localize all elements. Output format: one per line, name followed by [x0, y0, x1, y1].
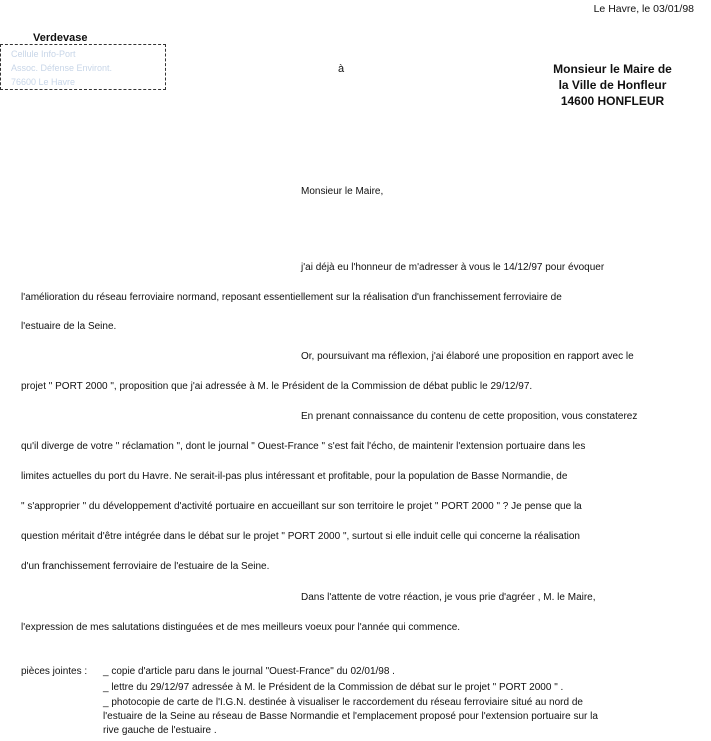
body-line: d'un franchissement ferroviaire de l'estuaire de la Seine.	[21, 561, 270, 572]
body-line: " s'approprier " du développement d'activité portuaire en accueillant sur son territoire le projet " PORT 2000 " ? Je pense que la	[21, 501, 582, 512]
recipient-line: la Ville de Honfleur	[558, 78, 667, 92]
sender-name: Verdevase	[33, 32, 88, 44]
sender-address-line: Assoc. Défense Environt.	[11, 63, 113, 73]
enclosure-line: rive gauche de l'estuaire .	[103, 725, 217, 736]
sender-address-box	[0, 44, 166, 90]
body-line: limites actuelles du port du Havre. Ne serait-il-pas plus intéressant et profitable, pour la population de Basse Normandie, de	[21, 471, 568, 482]
body-line: l'estuaire de la Seine.	[21, 321, 117, 332]
body-line: qu'il diverge de votre " réclamation ", dont le journal " Ouest-France " s'est fait l'écho, de maintenir l'extension portuaire dans les	[21, 441, 586, 452]
salutation: Monsieur le Maire,	[301, 186, 384, 197]
body-line: l'amélioration du réseau ferroviaire normand, reposant essentiellement sur la réalisation d'un franchissement ferroviaire de	[21, 292, 562, 303]
body-line: projet " PORT 2000 ", proposition que j'ai adressée à M. le Président de la Commission de débat public le 29/12/97.	[21, 381, 533, 392]
to-word: à	[338, 63, 345, 75]
enclosure-line: _ lettre du 29/12/97 adressée à M. le Président de la Commission de débat sur le projet " PORT 2000 " .	[103, 682, 564, 693]
body-line: Dans l'attente de votre réaction, je vous prie d'agréer , M. le Maire,	[301, 592, 596, 603]
body-line: j'ai déjà eu l'honneur de m'adresser à vous le 14/12/97 pour évoquer	[301, 262, 605, 273]
body-line: question méritait d'être intégrée dans le débat sur le projet " PORT 2000 ", surtout si elle induit celle qui concerne la réalisation	[21, 531, 580, 542]
recipient-line: Monsieur le Maire de	[553, 62, 672, 76]
enclosure-line: _ copie d'article paru dans le journal "Ouest-France" du 02/01/98 .	[103, 666, 395, 677]
body-line: l'expression de mes salutations distinguées et de mes meilleurs voeux pour l'année qui commence.	[21, 622, 461, 633]
letter-date: Le Havre, le 03/01/98	[593, 3, 694, 15]
sender-address-line: Cellule Info-Port	[11, 49, 76, 59]
body-line: Or, poursuivant ma réflexion, j'ai élaboré une proposition en rapport avec le	[301, 351, 634, 362]
recipient-address	[520, 61, 705, 109]
body-line: En prenant connaissance du contenu de cette proposition, vous constaterez	[301, 411, 638, 422]
enclosure-line: _ photocopie de carte de l'I.G.N. destinée à visualiser le raccordement du réseau ferroviaire situé au nord de	[103, 697, 583, 708]
recipient-line: 14600 HONFLEUR	[560, 94, 665, 108]
sender-address-line: 76600 Le Havre	[11, 77, 76, 87]
enclosure-line: l'estuaire de la Seine au réseau de Basse Normandie et l'emplacement proposé pour l'extension portuaire sur la	[103, 711, 598, 722]
enclosures-label: pièces jointes :	[21, 666, 88, 677]
